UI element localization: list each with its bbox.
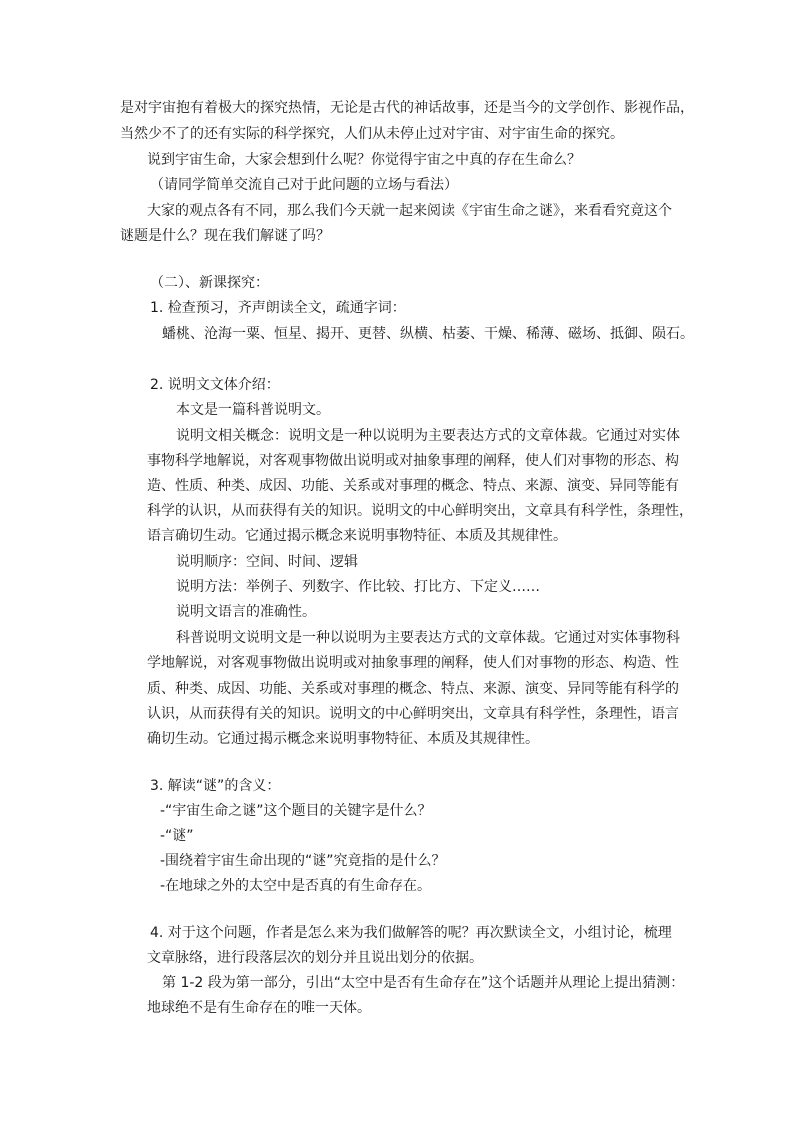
intro-line-6: 谜题是什么？现在我们解谜了吗？ [120,228,330,244]
concept-line-3: 造、性质、种类、成因、功能、关系或对事理的概念、特点、来源、演变、异同等能有 [147,478,679,494]
popular-science-line-3: 质、种类、成因、功能、关系或对事理的概念、特点、来源、演变、异同等能有科学的 [147,681,679,697]
vocab-words: 蟠桃、沧海一粟、恒星、揭开、更替、纵横、枯萎、干燥、稀薄、磁场、抵御、陨石。 [162,326,694,342]
intro-line-1: 是对宇宙抱有着极大的探究热情，无论是古代的神话故事，还是当今的文学创作、影视作品， [120,100,694,116]
popular-science-line-1: 科普说明文说明文是一种以说明为主要表达方式的文章体裁。它通过对实体事物科 [176,630,680,646]
answer-2: -在地球之外的太空中是否真的有生命存在。 [160,878,432,894]
item-4-line-2: 文章脉络，进行段落层次的划分并且说出划分的依据。 [147,950,483,966]
item-2-title: 2. 说明文文体介绍： [150,377,280,393]
popular-science-line-2: 学地解说，对客观事物做出说明或对抽象事理的阐释，使人们对事物的形态、构造、性 [147,655,679,671]
popular-science-line-5: 确切生动。它通过揭示概念来说明事物特征、本质及其规律性。 [147,731,539,747]
popular-science-line-4: 认识，从而获得有关的知识。说明文的中心鲜明突出，文章具有科学性，条理性，语言 [147,706,679,722]
explanation-methods: 说明方法：举例子、列数字、作比较、打比方、下定义…… [176,579,540,595]
explanation-order: 说明顺序：空间、时间、逻辑 [176,554,358,570]
concept-line-5: 语言确切生动。它通过揭示概念来说明事物特征、本质及其规律性。 [147,528,567,544]
intro-line-4: （请同学简单交流自己对于此问题的立场与看法） [150,177,458,193]
question-1: -“宇宙生命之谜”这个题目的关键字是什么？ [160,803,432,819]
language-accuracy: 说明文语言的准确性。 [176,604,316,620]
intro-line-2: 当然少不了的还有实际的科学探究，人们从未停止过对宇宙、对宇宙生命的探究。 [120,126,624,142]
item-3-title: 3. 解读“谜”的含义： [150,778,281,794]
item-1-title: 1. 检查预习，齐声朗读全文，疏通字词： [150,300,406,316]
intro-line-3: 说到宇宙生命，大家会想到什么呢？你觉得宇宙之中真的存在生命么？ [147,152,581,168]
concept-line-1: 说明文相关概念：说明文是一种以说明为主要表达方式的文章体裁。它通过对实体 [176,428,680,444]
section-heading: （二）、新课探究： [150,275,269,291]
item-2-intro: 本文是一篇科普说明文。 [176,402,330,418]
item-4-line-1: 4. 对于这个问题，作者是怎么来为我们做解答的呢？再次默读全文，小组讨论，梳理 [150,925,672,941]
question-2: -围绕着宇宙生命出现的“谜”究竟指的是什么？ [160,853,446,869]
part-one-line-1: 第 1-2 段为第一部分，引出“太空中是否有生命存在”这个话题并从理论上提出猜测： [162,975,685,991]
answer-1: -“谜” [160,828,194,844]
intro-line-5: 大家的观点各有不同，那么我们今天就一起来阅读《宇宙生命之谜》，来看看究竟这个 [147,203,672,219]
concept-line-2: 事物科学地解说，对客观事物做出说明或对抽象事理的阐释，使人们对事物的形态、构 [147,453,679,469]
part-one-line-2: 地球绝不是有生命存在的唯一天体。 [147,1000,371,1016]
concept-line-4: 科学的认识，从而获得有关的知识。说明文的中心鲜明突出，文章具有科学性，条理性， [147,503,693,519]
